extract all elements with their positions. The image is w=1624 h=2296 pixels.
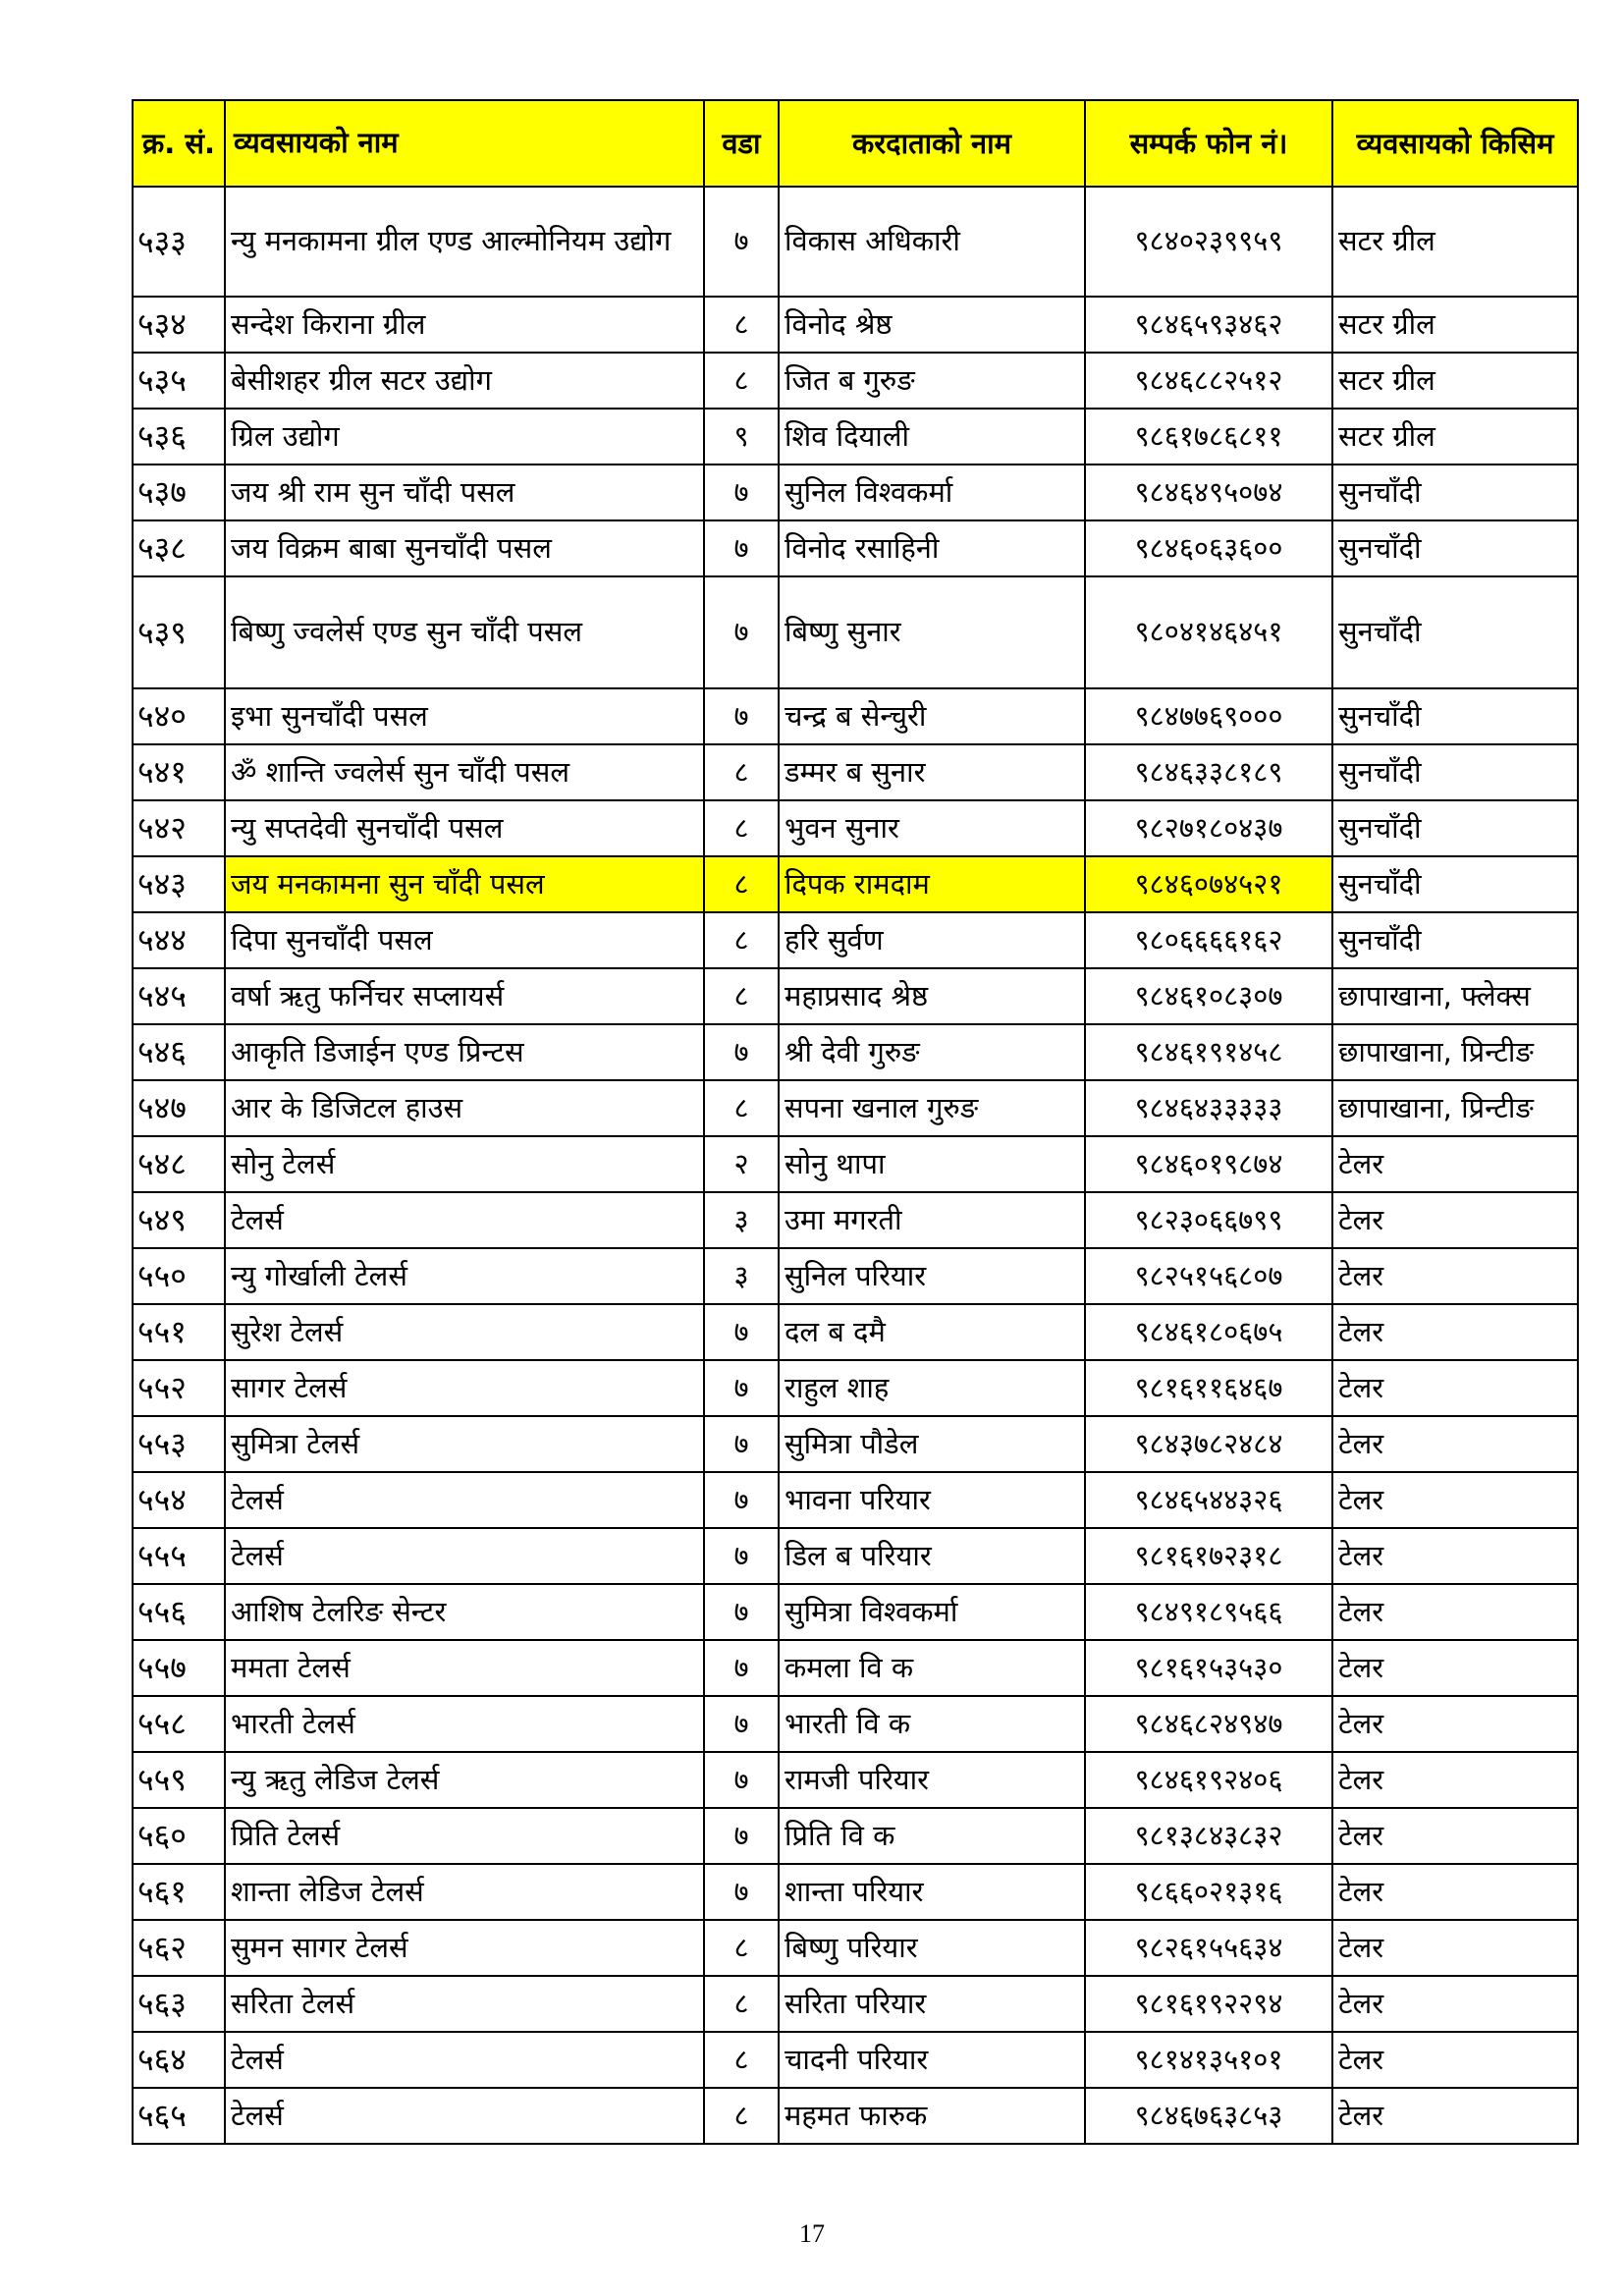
business-name-cell: सुमित्रा टेलर्स	[225, 1416, 704, 1472]
ward-cell: ३	[704, 1248, 779, 1304]
ward-cell: ७	[704, 1416, 779, 1472]
table-row	[133, 353, 1578, 409]
business-type-cell: टेलर	[1332, 1696, 1578, 1752]
business-name-cell: न्यु ऋतु लेडिज टेलर्स	[225, 1752, 704, 1808]
business-name-cell: ममता टेलर्स	[225, 1640, 704, 1696]
taxpayer-name-cell: जित ब गुरुङ	[779, 353, 1085, 409]
business-name-cell: जय श्री राम सुन चाँदी पसल	[225, 465, 704, 520]
taxpayer-name-cell: भारती वि क	[779, 1696, 1085, 1752]
business-name-cell: बिष्णु ज्वलेर्स एण्ड सुन चाँदी पसल	[225, 576, 704, 688]
business-name-cell: सुरेश टेलर्स	[225, 1304, 704, 1360]
serial-number-cell: ५५३	[133, 1416, 225, 1472]
business-type-cell: सटर ग्रील	[1332, 187, 1578, 297]
table-row	[133, 1752, 1578, 1808]
serial-number-cell: ५६२	[133, 1920, 225, 1976]
header-ward: वडा	[704, 100, 779, 187]
taxpayer-name-cell: भावना परियार	[779, 1472, 1085, 1528]
ward-cell: ७	[704, 1472, 779, 1528]
table-header-row	[133, 100, 1578, 187]
taxpayer-name-cell: विनोद श्रेष्ठ	[779, 297, 1085, 353]
taxpayer-name-cell: सुनिल परियार	[779, 1248, 1085, 1304]
phone-cell: ९८४६४३३३३३	[1085, 1080, 1332, 1136]
business-name-cell: टेलर्स	[225, 2032, 704, 2088]
table-row	[133, 1584, 1578, 1640]
business-name-cell: टेलर्स	[225, 1528, 704, 1584]
business-type-cell: सटर ग्रील	[1332, 409, 1578, 465]
taxpayer-name-cell: विनोद रसाहिनी	[779, 520, 1085, 576]
business-name-cell: आकृति डिजाईन एण्ड प्रिन्टस	[225, 1024, 704, 1080]
taxpayer-name-cell: सुमित्रा पौडेल	[779, 1416, 1085, 1472]
table-row	[133, 856, 1578, 912]
taxpayer-name-cell: महाप्रसाद श्रेष्ठ	[779, 968, 1085, 1024]
business-name-cell: टेलर्स	[225, 1472, 704, 1528]
business-type-cell: सटर ग्रील	[1332, 297, 1578, 353]
table-row	[133, 1360, 1578, 1416]
ward-cell: ७	[704, 187, 779, 297]
business-type-cell: टेलर	[1332, 1136, 1578, 1192]
phone-cell: ९८४३७८२४८४	[1085, 1416, 1332, 1472]
ward-cell: ८	[704, 2088, 779, 2144]
phone-cell: ९८२६१५५६३४	[1085, 1920, 1332, 1976]
ward-cell: ९	[704, 409, 779, 465]
phone-cell: ९८१४१३५१०१	[1085, 2032, 1332, 2088]
phone-cell: ९८६१७८६८११	[1085, 409, 1332, 465]
business-type-cell: सुनचाँदी	[1332, 465, 1578, 520]
taxpayer-name-cell: बिष्णु सुनार	[779, 576, 1085, 688]
serial-number-cell: ५५८	[133, 1696, 225, 1752]
table-row	[133, 2032, 1578, 2088]
taxpayer-name-cell: शिव दियाली	[779, 409, 1085, 465]
serial-number-cell: ५४५	[133, 968, 225, 1024]
business-type-cell: टेलर	[1332, 1640, 1578, 1696]
business-type-cell: सटर ग्रील	[1332, 353, 1578, 409]
phone-cell: ९८४६१८०६७५	[1085, 1304, 1332, 1360]
table-row	[133, 1416, 1578, 1472]
taxpayer-name-cell: दिपक रामदाम	[779, 856, 1085, 912]
business-name-cell: ॐ शान्ति ज्वलेर्स सुन चाँदी पसल	[225, 744, 704, 800]
business-name-cell: टेलर्स	[225, 1192, 704, 1248]
table-row	[133, 744, 1578, 800]
table-row	[133, 1976, 1578, 2032]
ward-cell: ८	[704, 1976, 779, 2032]
phone-cell: ९८४०२३९९५९	[1085, 187, 1332, 297]
phone-cell: ९८०६६६६१६२	[1085, 912, 1332, 968]
serial-number-cell: ५५२	[133, 1360, 225, 1416]
serial-number-cell: ५६५	[133, 2088, 225, 2144]
business-name-cell: सोनु टेलर्स	[225, 1136, 704, 1192]
ward-cell: २	[704, 1136, 779, 1192]
taxpayer-name-cell: श्री देवी गुरुङ	[779, 1024, 1085, 1080]
taxpayer-name-cell: प्रिति वि क	[779, 1808, 1085, 1864]
taxpayer-name-cell: उमा मगरती	[779, 1192, 1085, 1248]
ward-cell: ७	[704, 1024, 779, 1080]
business-name-cell: न्यु सप्तदेवी सुनचाँदी पसल	[225, 800, 704, 856]
business-type-cell: सुनचाँदी	[1332, 912, 1578, 968]
phone-cell: ९८४९१८९५६६	[1085, 1584, 1332, 1640]
business-type-cell: सुनचाँदी	[1332, 688, 1578, 744]
phone-cell: ९८४६५४४३२६	[1085, 1472, 1332, 1528]
ward-cell: ८	[704, 856, 779, 912]
table-row	[133, 465, 1578, 520]
serial-number-cell: ५४३	[133, 856, 225, 912]
taxpayer-name-cell: राहुल शाह	[779, 1360, 1085, 1416]
ward-cell: ७	[704, 1528, 779, 1584]
phone-cell: ९८१६१९२२९४	[1085, 1976, 1332, 2032]
table-row	[133, 1864, 1578, 1920]
ward-cell: ७	[704, 1696, 779, 1752]
ward-cell: ८	[704, 968, 779, 1024]
business-name-cell: टेलर्स	[225, 2088, 704, 2144]
taxpayer-name-cell: चादनी परियार	[779, 2032, 1085, 2088]
ward-cell: ८	[704, 1080, 779, 1136]
taxpayer-name-cell: सपना खनाल गुरुङ	[779, 1080, 1085, 1136]
business-type-cell: टेलर	[1332, 1808, 1578, 1864]
business-name-cell: न्यु मनकामना ग्रील एण्ड आल्मोनियम उद्योग	[225, 187, 704, 297]
serial-number-cell: ५४१	[133, 744, 225, 800]
taxpayer-name-cell: सरिता परियार	[779, 1976, 1085, 2032]
table-row	[133, 1080, 1578, 1136]
ward-cell: ७	[704, 1584, 779, 1640]
taxpayer-name-cell: डिल ब परियार	[779, 1528, 1085, 1584]
table-row	[133, 2088, 1578, 2144]
business-type-cell: सुनचाँदी	[1332, 520, 1578, 576]
taxpayer-name-cell: बिष्णु परियार	[779, 1920, 1085, 1976]
business-name-cell: प्रिति टेलर्स	[225, 1808, 704, 1864]
taxpayer-name-cell: कमला वि क	[779, 1640, 1085, 1696]
serial-number-cell: ५६४	[133, 2032, 225, 2088]
business-name-cell: वर्षा ऋतु फर्निचर सप्लायर्स	[225, 968, 704, 1024]
serial-number-cell: ५५५	[133, 1528, 225, 1584]
business-type-cell: टेलर	[1332, 1192, 1578, 1248]
phone-cell: ९८४६०६३६००	[1085, 520, 1332, 576]
business-type-cell: सुनचाँदी	[1332, 800, 1578, 856]
phone-cell: ९८२५१५६८०७	[1085, 1248, 1332, 1304]
serial-number-cell: ५५१	[133, 1304, 225, 1360]
phone-cell: ९८४६०७४५२१	[1085, 856, 1332, 912]
phone-cell: ९८४७७६९०००	[1085, 688, 1332, 744]
taxpayer-name-cell: चन्द्र ब सेन्चुरी	[779, 688, 1085, 744]
ward-cell: ७	[704, 1752, 779, 1808]
phone-cell: ९८२७१८०४३७	[1085, 800, 1332, 856]
phone-cell: ९८०४१४६४५१	[1085, 576, 1332, 688]
business-type-cell: सुनचाँदी	[1332, 576, 1578, 688]
business-name-cell: जय विक्रम बाबा सुनचाँदी पसल	[225, 520, 704, 576]
ward-cell: ७	[704, 1304, 779, 1360]
ward-cell: ७	[704, 1808, 779, 1864]
business-type-cell: टेलर	[1332, 1248, 1578, 1304]
serial-number-cell: ५४२	[133, 800, 225, 856]
ward-cell: ७	[704, 520, 779, 576]
business-type-cell: टेलर	[1332, 1920, 1578, 1976]
serial-number-cell: ५४९	[133, 1192, 225, 1248]
table-row	[133, 187, 1578, 297]
serial-number-cell: ५६०	[133, 1808, 225, 1864]
business-type-cell: टेलर	[1332, 1752, 1578, 1808]
business-type-cell: छापाखाना, फ्लेक्स	[1332, 968, 1578, 1024]
ward-cell: ८	[704, 912, 779, 968]
phone-cell: ९८४६७६३८५३	[1085, 2088, 1332, 2144]
serial-number-cell: ५३९	[133, 576, 225, 688]
business-name-cell: जय मनकामना सुन चाँदी पसल	[225, 856, 704, 912]
table-row	[133, 1808, 1578, 1864]
table-row	[133, 576, 1578, 688]
business-name-cell: सागर टेलर्स	[225, 1360, 704, 1416]
phone-cell: ९८१३८४३८३२	[1085, 1808, 1332, 1864]
table-row	[133, 1304, 1578, 1360]
taxpayer-name-cell: दल ब दमै	[779, 1304, 1085, 1360]
business-name-cell: सन्देश किराना ग्रील	[225, 297, 704, 353]
table-row	[133, 1696, 1578, 1752]
header-serial-number: क्र. सं.	[133, 100, 225, 187]
business-register-table	[132, 99, 1579, 2145]
business-name-cell: आशिष टेलरिङ सेन्टर	[225, 1584, 704, 1640]
taxpayer-name-cell: शान्ता परियार	[779, 1864, 1085, 1920]
business-type-cell: छापाखाना, प्रिन्टीङ	[1332, 1080, 1578, 1136]
business-name-cell: भारती टेलर्स	[225, 1696, 704, 1752]
header-phone: सम्पर्क फोन नं।	[1085, 100, 1332, 187]
business-type-cell: टेलर	[1332, 2032, 1578, 2088]
serial-number-cell: ५५६	[133, 1584, 225, 1640]
business-type-cell: टेलर	[1332, 1528, 1578, 1584]
phone-cell: ९८४६१०८३०७	[1085, 968, 1332, 1024]
taxpayer-name-cell: सोनु थापा	[779, 1136, 1085, 1192]
table-row	[133, 1024, 1578, 1080]
table-row	[133, 1528, 1578, 1584]
business-name-cell: इभा सुनचाँदी पसल	[225, 688, 704, 744]
ward-cell: ७	[704, 1360, 779, 1416]
taxpayer-name-cell: विकास अधिकारी	[779, 187, 1085, 297]
phone-cell: ९८४६८८२५१२	[1085, 353, 1332, 409]
serial-number-cell: ५४६	[133, 1024, 225, 1080]
table-row	[133, 1640, 1578, 1696]
ward-cell: ८	[704, 353, 779, 409]
ward-cell: ७	[704, 1864, 779, 1920]
serial-number-cell: ५४८	[133, 1136, 225, 1192]
ward-cell: ३	[704, 1192, 779, 1248]
business-type-cell: टेलर	[1332, 1584, 1578, 1640]
header-business-type: व्यवसायको किसिम	[1332, 100, 1578, 187]
ward-cell: ७	[704, 688, 779, 744]
serial-number-cell: ५४७	[133, 1080, 225, 1136]
serial-number-cell: ५३५	[133, 353, 225, 409]
phone-cell: ९८४६४९५०७४	[1085, 465, 1332, 520]
business-name-cell: सुमन सागर टेलर्स	[225, 1920, 704, 1976]
phone-cell: ९८४६१९१४५८	[1085, 1024, 1332, 1080]
table-row	[133, 1472, 1578, 1528]
phone-cell: ९८२३०६६७९९	[1085, 1192, 1332, 1248]
phone-cell: ९८४६१९२४०६	[1085, 1752, 1332, 1808]
serial-number-cell: ५३८	[133, 520, 225, 576]
business-type-cell: टेलर	[1332, 1416, 1578, 1472]
serial-number-cell: ५३४	[133, 297, 225, 353]
business-type-cell: टेलर	[1332, 1472, 1578, 1528]
serial-number-cell: ५४०	[133, 688, 225, 744]
table-row	[133, 409, 1578, 465]
business-type-cell: टेलर	[1332, 1360, 1578, 1416]
business-register-table-container	[132, 99, 1577, 2145]
business-name-cell: ग्रिल उद्योग	[225, 409, 704, 465]
business-name-cell: आर के डिजिटल हाउस	[225, 1080, 704, 1136]
table-row	[133, 297, 1578, 353]
business-name-cell: बेसीशहर ग्रील सटर उद्योग	[225, 353, 704, 409]
business-type-cell: टेलर	[1332, 1864, 1578, 1920]
business-type-cell: टेलर	[1332, 1976, 1578, 2032]
ward-cell: ८	[704, 297, 779, 353]
business-type-cell: टेलर	[1332, 2088, 1578, 2144]
serial-number-cell: ५५९	[133, 1752, 225, 1808]
serial-number-cell: ५४४	[133, 912, 225, 968]
phone-cell: ९८१६१५३५३०	[1085, 1640, 1332, 1696]
table-row	[133, 1248, 1578, 1304]
serial-number-cell: ५३६	[133, 409, 225, 465]
business-name-cell: सरिता टेलर्स	[225, 1976, 704, 2032]
ward-cell: ८	[704, 2032, 779, 2088]
header-business-name: व्यवसायको नाम	[225, 100, 704, 187]
ward-cell: ८	[704, 800, 779, 856]
taxpayer-name-cell: भुवन सुनार	[779, 800, 1085, 856]
table-row	[133, 1192, 1578, 1248]
phone-cell: ९८४६३३८१८९	[1085, 744, 1332, 800]
ward-cell: ७	[704, 465, 779, 520]
table-body	[133, 187, 1578, 2144]
phone-cell: ९८४६८२४९४७	[1085, 1696, 1332, 1752]
ward-cell: ७	[704, 1640, 779, 1696]
table-row	[133, 1920, 1578, 1976]
phone-cell: ९८४६५९३४६२	[1085, 297, 1332, 353]
serial-number-cell: ५५७	[133, 1640, 225, 1696]
phone-cell: ९८१६१७२३१८	[1085, 1528, 1332, 1584]
serial-number-cell: ५५४	[133, 1472, 225, 1528]
table-row	[133, 1136, 1578, 1192]
serial-number-cell: ५५०	[133, 1248, 225, 1304]
business-name-cell: दिपा सुनचाँदी पसल	[225, 912, 704, 968]
phone-cell: ९८६६०२१३१६	[1085, 1864, 1332, 1920]
phone-cell: ९८१६११६४६७	[1085, 1360, 1332, 1416]
business-type-cell: छापाखाना, प्रिन्टीङ	[1332, 1024, 1578, 1080]
ward-cell: ७	[704, 576, 779, 688]
taxpayer-name-cell: महमत फारुक	[779, 2088, 1085, 2144]
ward-cell: ८	[704, 1920, 779, 1976]
serial-number-cell: ५३३	[133, 187, 225, 297]
taxpayer-name-cell: सुमित्रा विश्वकर्मा	[779, 1584, 1085, 1640]
business-type-cell: सुनचाँदी	[1332, 744, 1578, 800]
table-row	[133, 520, 1578, 576]
phone-cell: ९८४६०१९८७४	[1085, 1136, 1332, 1192]
taxpayer-name-cell: सुनिल विश्वकर्मा	[779, 465, 1085, 520]
business-name-cell: शान्ता लेडिज टेलर्स	[225, 1864, 704, 1920]
table-row	[133, 688, 1578, 744]
ward-cell: ८	[704, 744, 779, 800]
serial-number-cell: ५६१	[133, 1864, 225, 1920]
taxpayer-name-cell: डम्मर ब सुनार	[779, 744, 1085, 800]
taxpayer-name-cell: रामजी परियार	[779, 1752, 1085, 1808]
serial-number-cell: ५३७	[133, 465, 225, 520]
table-row	[133, 912, 1578, 968]
business-type-cell: टेलर	[1332, 1304, 1578, 1360]
header-taxpayer-name: करदाताको नाम	[779, 100, 1085, 187]
taxpayer-name-cell: हरि सुर्वण	[779, 912, 1085, 968]
business-name-cell: न्यु गोर्खाली टेलर्स	[225, 1248, 704, 1304]
serial-number-cell: ५६३	[133, 1976, 225, 2032]
business-type-cell: सुनचाँदी	[1332, 856, 1578, 912]
page-number: 17	[799, 2219, 825, 2248]
table-row	[133, 968, 1578, 1024]
table-row	[133, 800, 1578, 856]
